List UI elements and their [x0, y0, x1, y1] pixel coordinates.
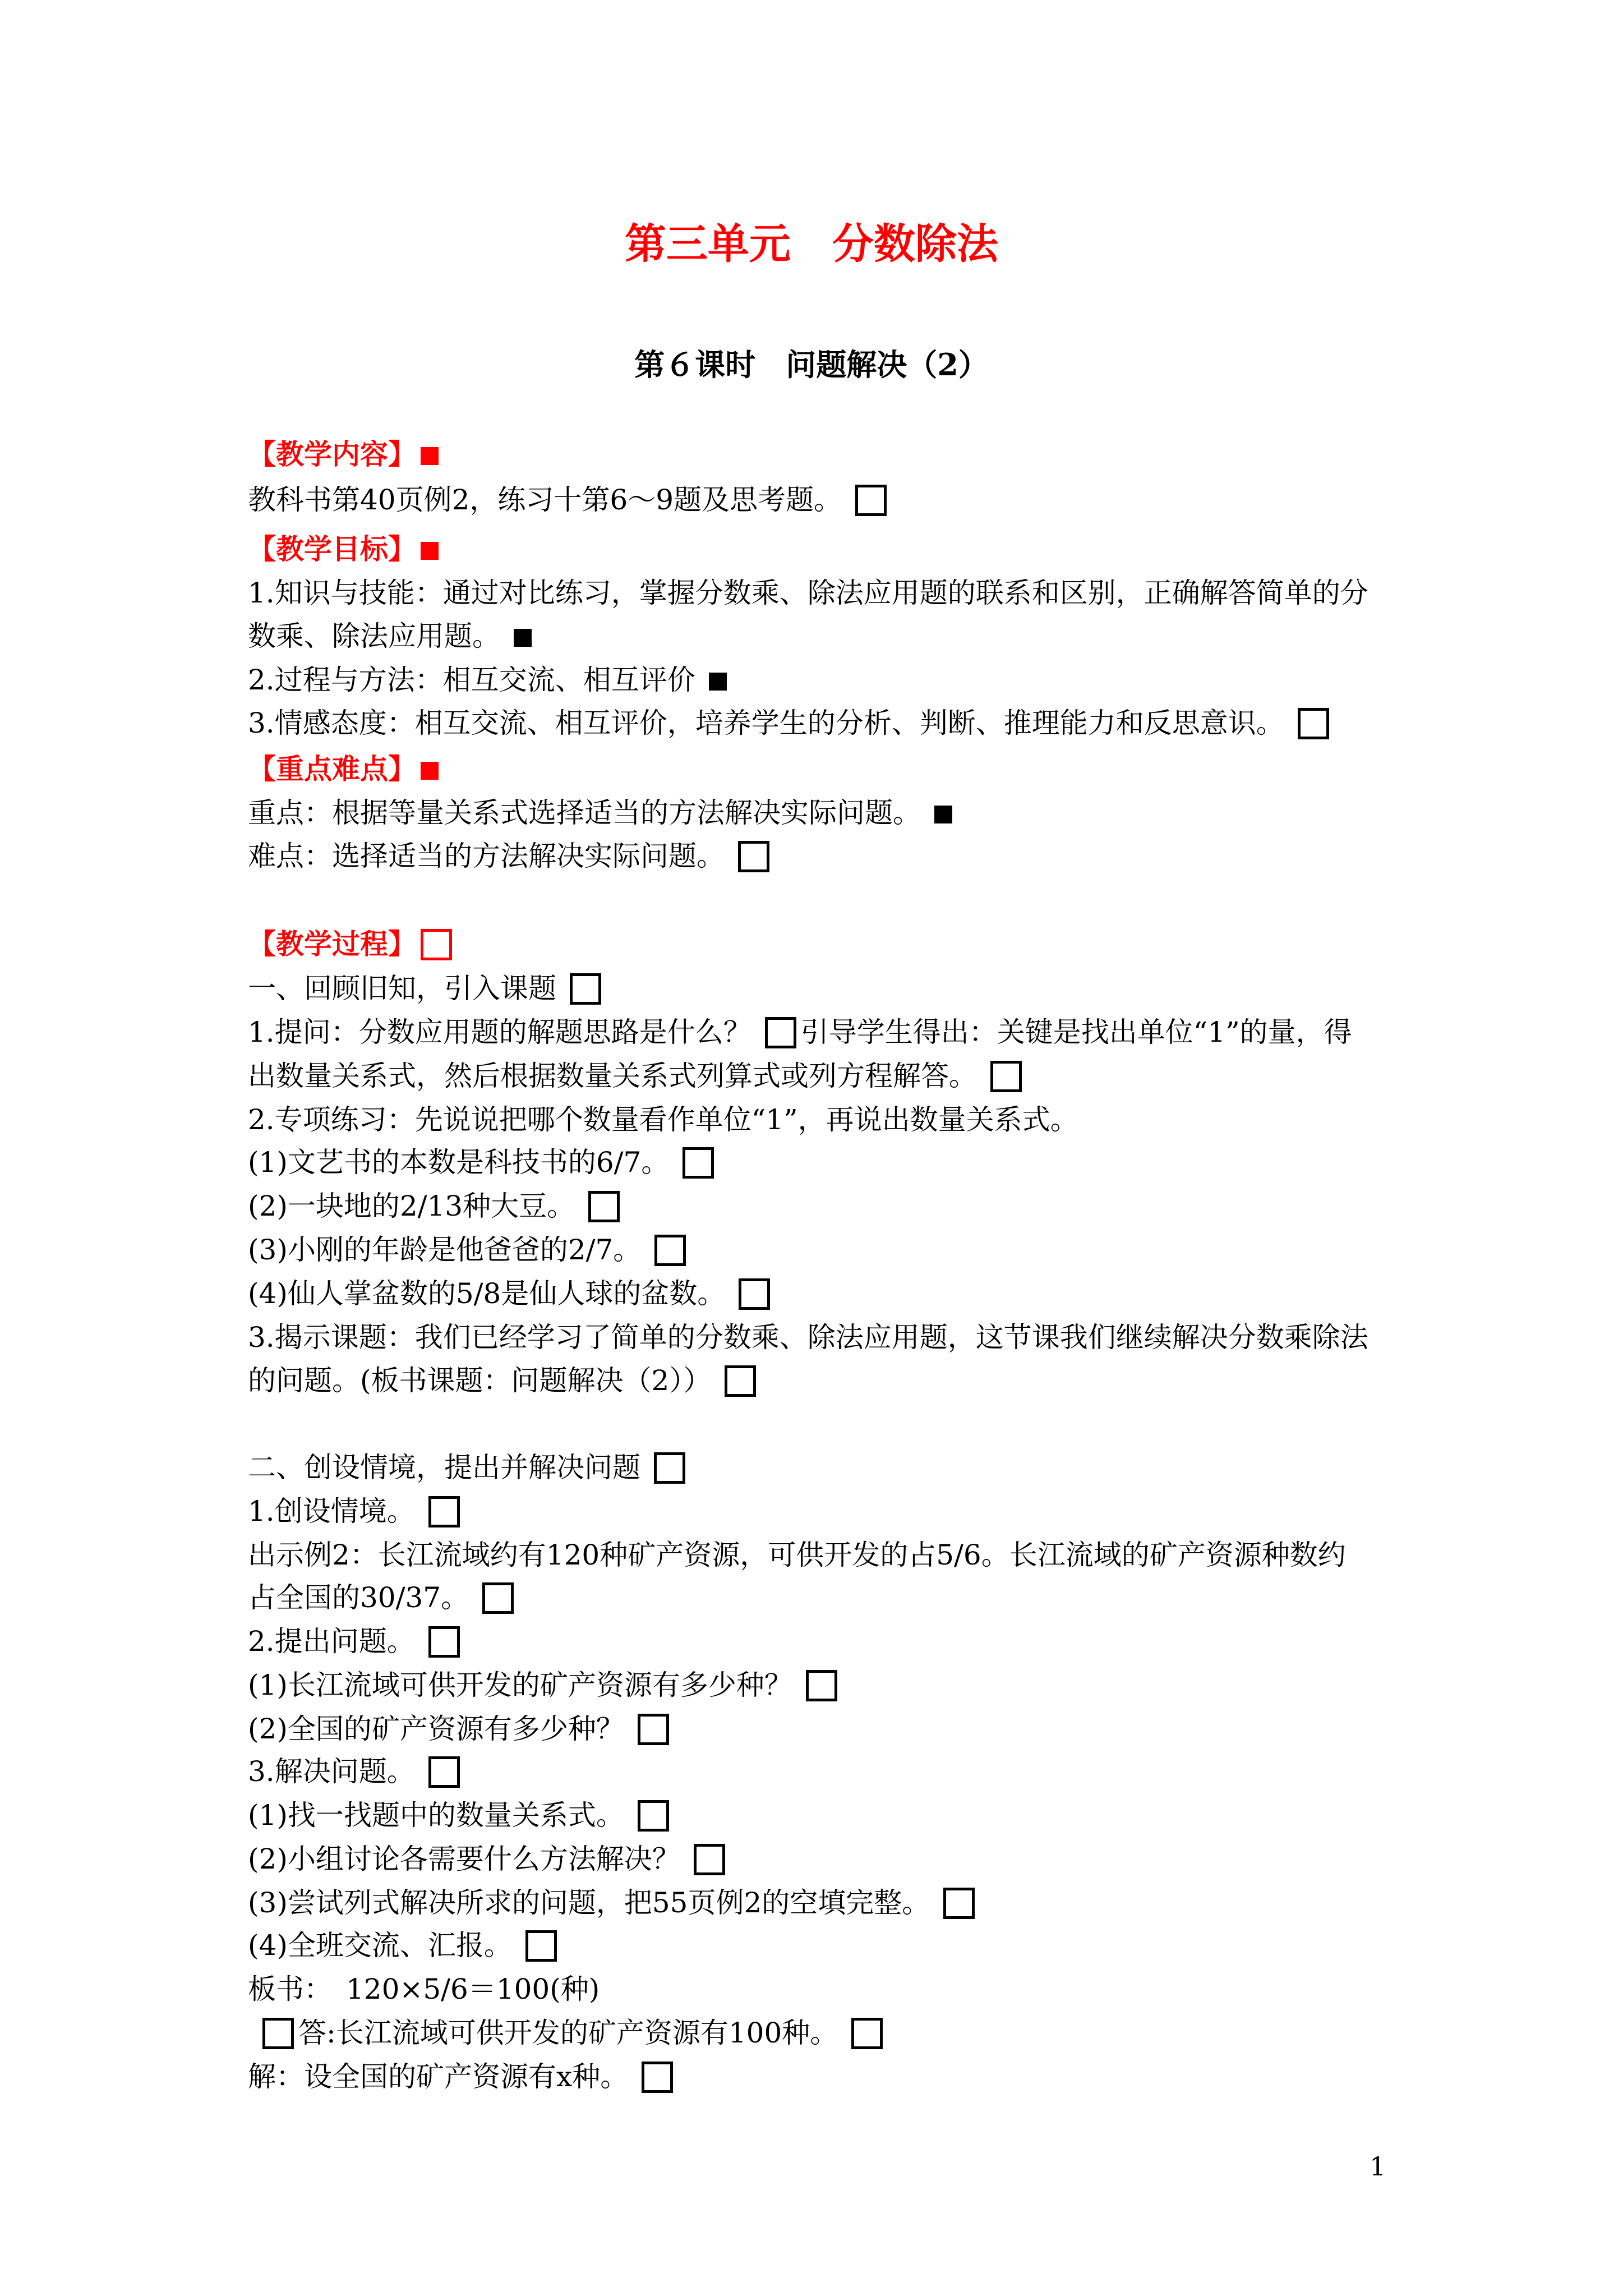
list-item	[248, 1665, 837, 1705]
step-text: (2)小组讨论各需要什么方法解决？	[248, 1843, 680, 1875]
checkbox[interactable]	[990, 1061, 1022, 1092]
q3-text-b: 的问题。(板书课题：问题解决（2））	[248, 1364, 712, 1397]
square-marker	[934, 806, 952, 823]
part2-s2-line	[248, 1621, 460, 1662]
part2-s3-line	[248, 1751, 460, 1792]
part1-q2-line: 2.专项练习：先说说把哪个数量看作单位“1”，再说出数量关系式。	[248, 1103, 1078, 1136]
part1-heading-line	[248, 968, 601, 1009]
checkbox[interactable]	[588, 1191, 620, 1222]
square-marker	[421, 762, 439, 780]
goal1-text-b: 数乘、除法应用题。	[248, 620, 500, 652]
checkbox[interactable]	[739, 1278, 770, 1310]
part1-heading: 一、回顾旧知，引入课题	[248, 972, 556, 1005]
difficulty-line	[248, 836, 769, 876]
part2-heading: 二、创设情境，提出并解决问题	[248, 1451, 640, 1484]
keypoints-heading-line	[248, 749, 439, 789]
solution-text: 解：设全国的矿产资源有x种。	[248, 2060, 629, 2093]
q1-text-b: 出数量关系式，然后根据数量关系式列算式或列方程解答。	[248, 1060, 977, 1092]
list-item	[248, 1273, 770, 1314]
process-heading: 【教学过程】	[248, 927, 416, 960]
lesson-title: 第６课时 问题解决（2）	[634, 347, 989, 383]
checkbox[interactable]	[428, 1626, 460, 1658]
checkbox[interactable]	[638, 1714, 669, 1745]
key-line	[248, 793, 952, 833]
content-text: 教科书第40页例2，练习十第6～9题及思考题。	[248, 484, 842, 516]
example-line-a: 出示例2：长江流域约有120种矿产资源，可供开发的占5/6。长江流域的矿产资源种数约	[248, 1539, 1346, 1571]
checkbox[interactable]	[683, 1147, 714, 1179]
part1-q1-line-b	[248, 1056, 1022, 1096]
checkbox[interactable]	[765, 1017, 796, 1048]
list-item	[248, 1709, 669, 1749]
q1-text-a1: 1.提问：分数应用题的解题思路是什么？	[248, 1016, 751, 1048]
goals-heading: 【教学目标】	[248, 532, 416, 565]
process-heading-line	[248, 924, 452, 964]
goal2-text: 2.过程与方法：相互交流、相互评价	[248, 664, 695, 696]
step-text: (4)全班交流、汇报。	[248, 1929, 512, 1962]
checkbox[interactable]	[654, 1235, 686, 1266]
item-text: (3)小刚的年龄是他爸爸的2/7。	[248, 1234, 642, 1266]
keypoints-heading: 【重点难点】	[248, 752, 416, 785]
part1-q3-line-a: 3.揭示课题：我们已经学习了简单的分数乘、除法应用题，这节课我们继续解决分数乘除法	[248, 1321, 1368, 1354]
checkbox[interactable]	[525, 1930, 557, 1962]
board-line: 板书： 120×5/6＝100(种)	[248, 1973, 600, 2005]
checkbox[interactable]	[738, 841, 769, 872]
s1-text: 1.创设情境。	[248, 1495, 415, 1527]
content-text-line	[248, 480, 887, 520]
goal1-line-b	[248, 616, 532, 656]
checkbox[interactable]	[943, 1888, 975, 1919]
example-line-b	[248, 1577, 514, 1618]
difficulty-text: 难点：选择适当的方法解决实际问题。	[248, 840, 725, 872]
list-item	[248, 1883, 975, 1923]
goal2-line	[248, 660, 727, 700]
q1-text-a2: 引导学生得出：关键是找出单位“1”的量，得	[800, 1016, 1352, 1048]
checkbox[interactable]	[694, 1844, 725, 1875]
checkbox[interactable]	[638, 1800, 669, 1832]
unit-title: 第三单元 分数除法	[625, 220, 998, 268]
checkbox[interactable]	[482, 1582, 514, 1614]
item-text: (2)一块地的2/13种大豆。	[248, 1190, 575, 1222]
part2-s1-line	[248, 1491, 460, 1531]
question-text: (1)长江流域可供开发的矿产资源有多少种？	[248, 1669, 792, 1701]
s3-text: 3.解决问题。	[248, 1755, 415, 1788]
item-text: (4)仙人掌盆数的5/8是仙人球的盆数。	[248, 1277, 726, 1310]
checkbox[interactable]	[421, 929, 452, 960]
checkbox[interactable]	[428, 1756, 460, 1788]
checkbox[interactable]	[806, 1670, 837, 1701]
solution-line	[248, 2056, 673, 2097]
question-text: (2)全国的矿产资源有多少种？	[248, 1713, 624, 1745]
list-item	[248, 1925, 557, 1966]
list-item	[248, 1795, 669, 1835]
checkbox[interactable]	[570, 973, 601, 1005]
checkbox[interactable]	[1298, 708, 1329, 739]
checkbox[interactable]	[642, 2062, 673, 2093]
part1-q3-line-b	[248, 1360, 756, 1401]
goals-heading-line	[248, 529, 439, 569]
square-marker	[421, 447, 439, 465]
page-number: 1	[1370, 2151, 1386, 2182]
list-item	[248, 1230, 686, 1270]
part1-q1-line-a	[248, 1012, 1352, 1052]
example-text-b: 占全国的30/37。	[248, 1581, 469, 1614]
list-item	[248, 1142, 714, 1182]
checkbox[interactable]	[725, 1365, 756, 1397]
checkbox[interactable]	[654, 1452, 685, 1484]
goal3-line	[248, 703, 1329, 743]
part2-heading-line	[248, 1447, 685, 1488]
checkbox[interactable]	[851, 2018, 883, 2049]
content-heading-line	[248, 434, 439, 475]
goal1-line-a: 1.知识与技能：通过对比练习，掌握分数乘、除法应用题的联系和区别，正确解答简单的分	[248, 577, 1368, 609]
content-heading: 【教学内容】	[248, 438, 416, 471]
checkbox[interactable]	[428, 1496, 460, 1527]
item-text: (1)文艺书的本数是科技书的6/7。	[248, 1146, 670, 1179]
step-text: (1)找一找题中的数量关系式。	[248, 1799, 624, 1832]
goal3-text: 3.情感态度：相互交流、相互评价，培养学生的分析、判断、推理能力和反思意识。	[248, 707, 1284, 739]
list-item	[248, 1839, 725, 1879]
s2-text: 2.提出问题。	[248, 1625, 415, 1658]
square-marker	[709, 673, 727, 691]
checkbox[interactable]	[262, 2018, 294, 2049]
key-text: 重点：根据等量关系式选择适当的方法解决实际问题。	[248, 797, 921, 829]
checkbox[interactable]	[855, 485, 887, 516]
square-marker	[421, 542, 439, 560]
answer-text: 答:长江流域可供开发的矿产资源有100种。	[298, 2017, 838, 2049]
answer-line	[262, 2013, 883, 2053]
square-marker	[514, 629, 532, 647]
list-item	[248, 1186, 620, 1226]
step-text: (3)尝试列式解决所求的问题，把55页例2的空填完整。	[248, 1887, 930, 1919]
